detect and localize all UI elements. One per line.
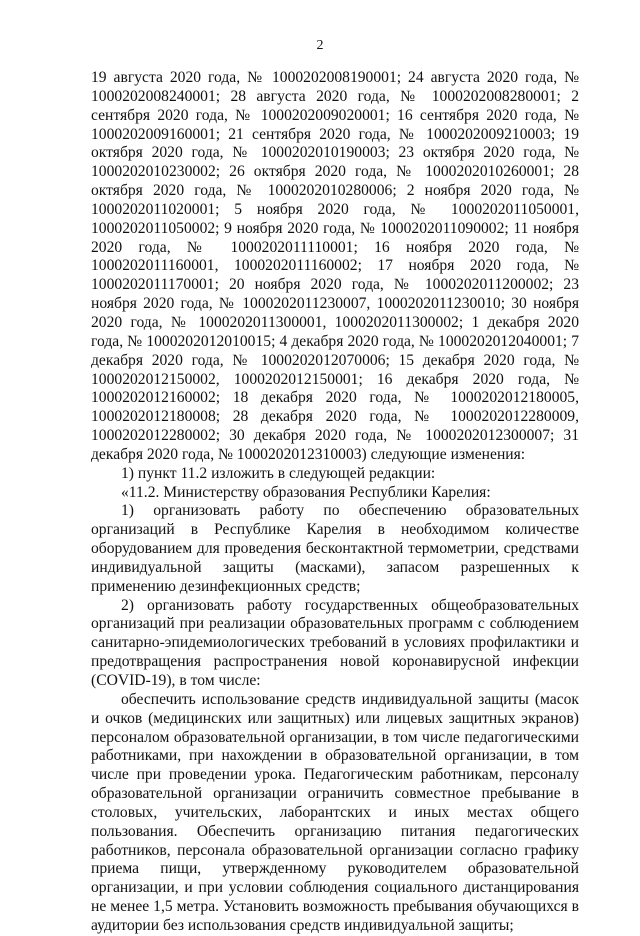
paragraph-subitem-1: 1) организовать работу по обеспечению образовательных организаций в Республике Карелия в необходимом количестве оборудованием для проведения бесконтактной термометрии, средствами индивидуальной защиты (масками), запасом разрешенных к применению дезинфекционных средств; bbox=[91, 502, 579, 595]
document-body bbox=[91, 69, 579, 936]
paragraph-section-11-2: «11.2. Министерству образования Республики Карелия: bbox=[121, 483, 491, 501]
page-number: 2 bbox=[316, 38, 324, 53]
paragraph-ppe-requirements: обеспечить использование средств индивидуальной защиты (масок и очков (медицинских или защитных) или лицевых защитных экранов) персоналом образовательной организации, в том числе педагогическими работниками, при нахождении в образовательной организации, в том числе при проведении урока. Педагогическим работникам, персоналу образовательной организации ограничить совместное пребывание в столовых, учительских, лаборантских и иных местах общего пользования. Обеспечить организацию питания педагогических работников, персонала образовательной организации согласно графику приема пищи, утвержденному руководителем образовательной организации, и при условии соблюдения социального дистанцирования не менее 1,5 метра. Установить возможность пребывания обучающихся в аудитории без использования средств индивидуальной защиты; bbox=[91, 690, 579, 934]
paragraph-subitem-2: 2) организовать работу государственных общеобразовательных организаций при реализации образовательных программ с соблюдением санитарно-эпидемиологических требований в условиях профилактики и предотвращения распространения новой коронавирусной инфекции (COVID-19), в том числе: bbox=[91, 596, 579, 689]
paragraph-decree-list: 19 августа 2020 года, № 1000202008190001; 24 августа 2020 года, № 1000202008240001; 28 августа 2020 года, № 1000202008280001; 2 сентября 2020 года, № 1000202009020001; 16 сентября 2020 года, № 1000202009160001; 21 сентября 2020 года, № 1000202009210003; 19 октября 2020 года, № 1000202010190003; 23 октября 2020 года, № 1000202010230002; 26 октября 2020 года, № 1000202010260001; 28 октября 2020 года, № 1000202010280006; 2 ноября 2020 года, № 1000202011020001; 5 ноября 2020 года, № 1000202011050001, 1000202011050002; 9 ноября 2020 года, № 1000202011090002; 11 ноября 2020 года, № 1000202011110001; 16 ноября 2020 года, № 1000202011160001, 1000202011160002; 17 ноября 2020 года, № 1000202011170001; 20 ноября 2020 года, № 1000202011200002; 23 ноября 2020 года, № 1000202011230007, 1000202011230010; 30 ноября 2020 года, № 1000202011300001, 1000202011300002; 1 декабря 2020 года, № 1000202012010015; 4 декабря 2020 года, № 1000202012040001; 7 декабря 2020 года, № 1000202012070006; 15 декабря 2020 года, № 1000202012150002, 1000202012150001; 16 декабря 2020 года, № 1000202012160002; 18 декабря 2020 года, № 1000202012180005, 1000202012180008; 28 декабря 2020 года, № 1000202012280009, 1000202012280002; 30 декабря 2020 года, № 1000202012300007; 31 декабря 2020 года, № 1000202012310003) следующие изменения: bbox=[91, 69, 579, 463]
paragraph-item-1: 1) пункт 11.2 изложить в следующей редакции: bbox=[121, 464, 436, 482]
